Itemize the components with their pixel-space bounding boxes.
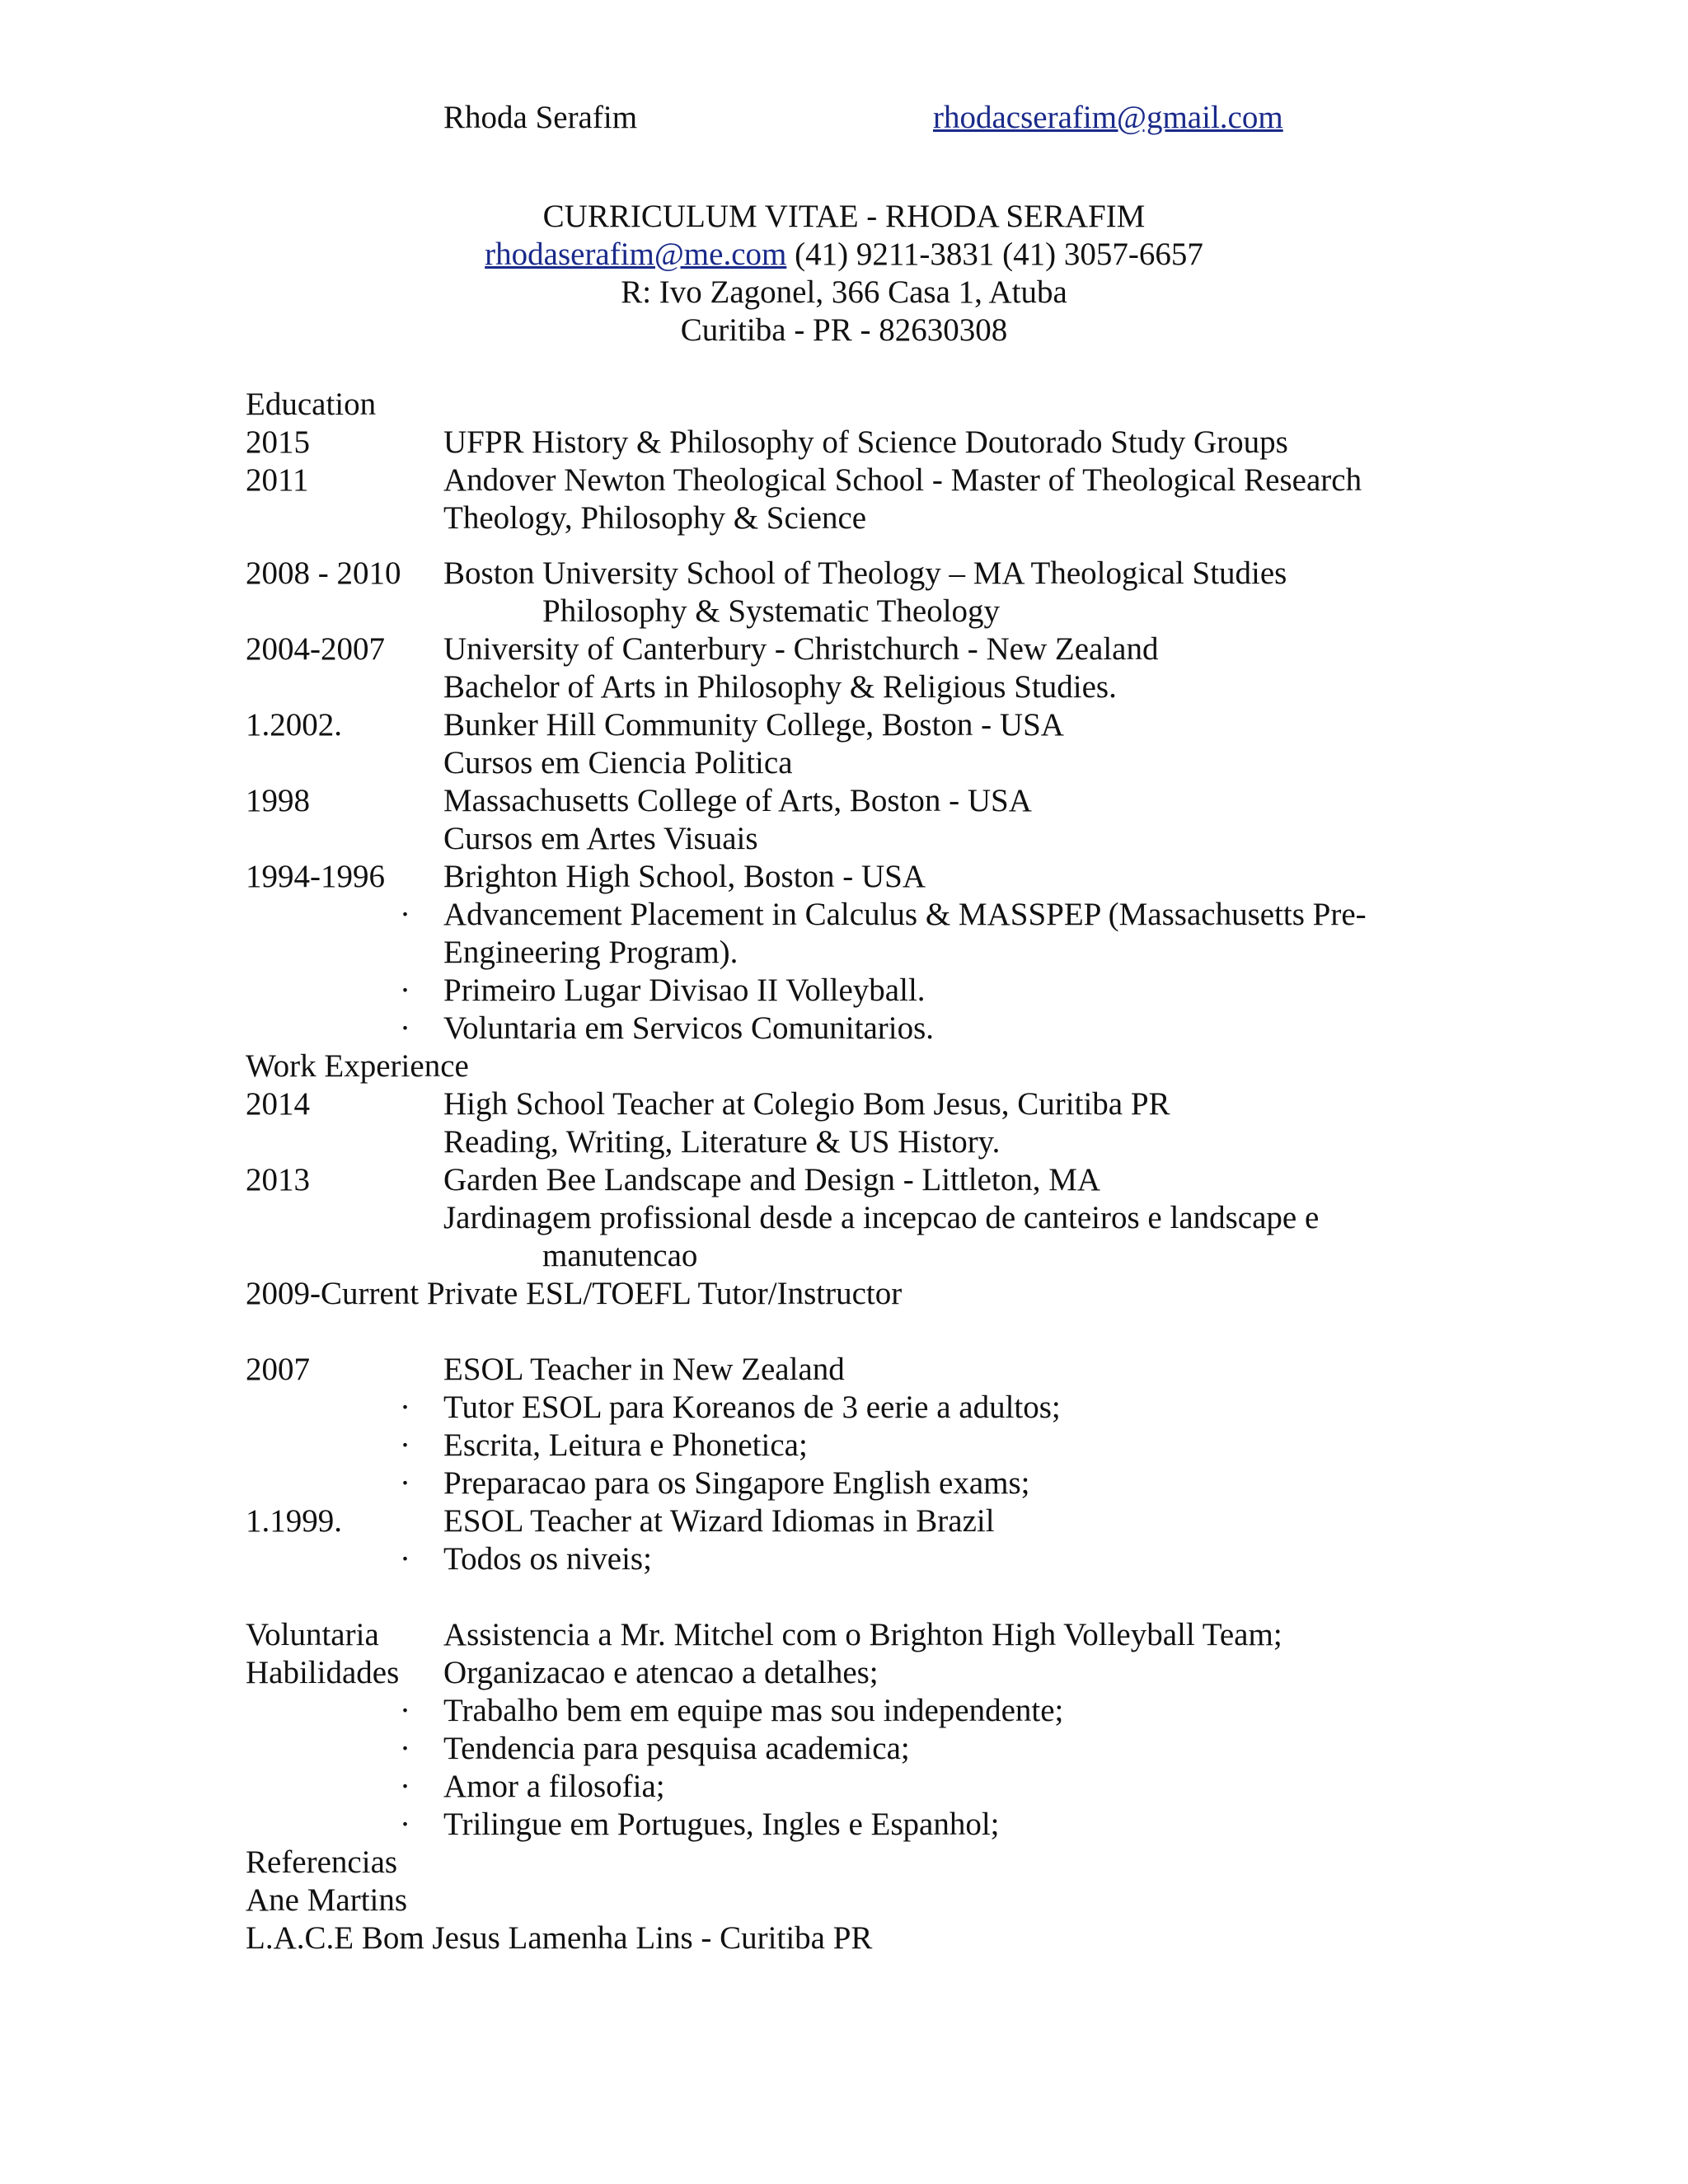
section-heading-education: Education	[246, 387, 377, 422]
education-entry-detail: Philosophy & Systematic Theology	[542, 593, 1001, 629]
bullet-item: · Tutor ESOL para Koreanos de 3 eerie a adultos;	[246, 1389, 1482, 1427]
address-line-2: Curitiba - PR - 82630308	[680, 312, 1008, 348]
cv-content	[246, 386, 1482, 1957]
education-entry-detail: Theology, Philosophy & Science	[443, 500, 867, 536]
education-entry: 1994-1996 Brighton High School, Boston - USA	[246, 859, 926, 894]
header-name: Rhoda Serafim	[443, 100, 638, 135]
bullet-item: · Voluntaria em Servicos Comunitarios.	[246, 1010, 1482, 1047]
work-entry: 2013 Garden Bee Landscape and Design - Littleton, MA	[246, 1162, 1101, 1197]
bullet-item: · Escrita, Leitura e Phonetica;	[246, 1427, 1482, 1465]
cv-title: CURRICULUM VITAE - RHODA SERAFIM	[542, 199, 1146, 234]
bullet-item: · Trabalho bem em equipe mas sou independente;	[246, 1692, 1482, 1730]
title-block	[0, 198, 1688, 349]
bullet-icon: ·	[400, 1427, 410, 1463]
bullet-item-continued: Engineering Program).	[443, 935, 738, 970]
education-entry: 1.2002. Bunker Hill Community College, Boston - USA	[246, 707, 1064, 743]
volunteer-entry: Voluntaria Assistencia a Mr. Mitchel com o Brighton High Volleyball Team;	[246, 1617, 1282, 1652]
work-entry-detail: manutencao	[542, 1238, 698, 1273]
section-heading-work: Work Experience	[246, 1048, 469, 1084]
work-entry: 2014 High School Teacher at Colegio Bom Jesus, Curitiba PR	[246, 1086, 1170, 1122]
bullet-item: · Tendencia para pesquisa academica;	[246, 1730, 1482, 1768]
header-email-link[interactable]: rhodacserafim@gmail.com	[933, 100, 1283, 135]
education-entry: 2015 UFPR History & Philosophy of Science Doutorado Study Groups	[246, 424, 1288, 460]
bullet-icon: ·	[400, 1731, 410, 1766]
education-entry: 2008 - 2010 Boston University School of Theology – MA Theological Studies	[246, 555, 1287, 591]
contact-email-link[interactable]: rhodaserafim@me.com	[485, 237, 787, 272]
work-entry-detail: Reading, Writing, Literature & US History.	[443, 1124, 1001, 1160]
spacer	[246, 1313, 1482, 1351]
address-line-1: R: Ivo Zagonel, 366 Casa 1, Atuba	[621, 274, 1067, 310]
bullet-icon: ·	[400, 1465, 410, 1501]
spacer	[246, 1578, 1482, 1616]
bullet-item: · Trilingue em Portugues, Ingles e Espanhol;	[246, 1806, 1482, 1844]
bullet-item: · Todos os niveis;	[246, 1540, 1482, 1578]
contact-line	[0, 236, 1688, 274]
bullet-icon: ·	[400, 1807, 410, 1842]
contact-phones: (41) 9211-3831 (41) 3057-6657	[786, 237, 1203, 272]
reference-name: Ane Martins	[246, 1882, 408, 1918]
bullet-icon: ·	[400, 972, 410, 1008]
education-entry-detail: Cursos em Ciencia Politica	[443, 745, 793, 780]
skills-entry: Habilidades Organizacao e atencao a detalhes;	[246, 1655, 879, 1690]
bullet-icon: ·	[400, 1541, 410, 1577]
education-entry-detail: Cursos em Artes Visuais	[443, 821, 758, 856]
bullet-icon: ·	[400, 1010, 410, 1046]
education-entry: 2004-2007 University of Canterbury - Christchurch - New Zealand	[246, 631, 1159, 667]
education-entry: 2011 Andover Newton Theological School - Master of Theological Research	[246, 462, 1362, 498]
bullet-item: · Primeiro Lugar Divisao II Volleyball.	[246, 972, 1482, 1010]
bullet-item: · Amor a filosofia;	[246, 1768, 1482, 1806]
bullet-item: · Advancement Placement in Calculus & MASSPEP (Massachusetts Pre-	[246, 896, 1482, 934]
section-heading-references: Referencias	[246, 1844, 398, 1880]
bullet-icon: ·	[400, 897, 410, 932]
work-entry: 2009-Current Private ESL/TOEFL Tutor/Instructor	[246, 1276, 903, 1311]
work-entry: 2007 ESOL Teacher in New Zealand	[246, 1352, 845, 1387]
reference-organization: L.A.C.E Bom Jesus Lamenha Lins - Curitiba PR	[246, 1920, 873, 1956]
bullet-icon: ·	[400, 1693, 410, 1728]
work-entry: 1.1999. ESOL Teacher at Wizard Idiomas in Brazil	[246, 1503, 995, 1539]
work-entry-detail: Jardinagem profissional desde a incepcao de canteiros e landscape e	[443, 1200, 1320, 1235]
bullet-icon: ·	[400, 1390, 410, 1425]
education-entry-detail: Bachelor of Arts in Philosophy & Religious Studies.	[443, 669, 1117, 705]
education-entry: 1998 Massachusetts College of Arts, Boston - USA	[246, 783, 1032, 818]
bullet-icon: ·	[400, 1769, 410, 1804]
bullet-item: · Preparacao para os Singapore English exams;	[246, 1465, 1482, 1502]
spacer	[246, 537, 1482, 555]
